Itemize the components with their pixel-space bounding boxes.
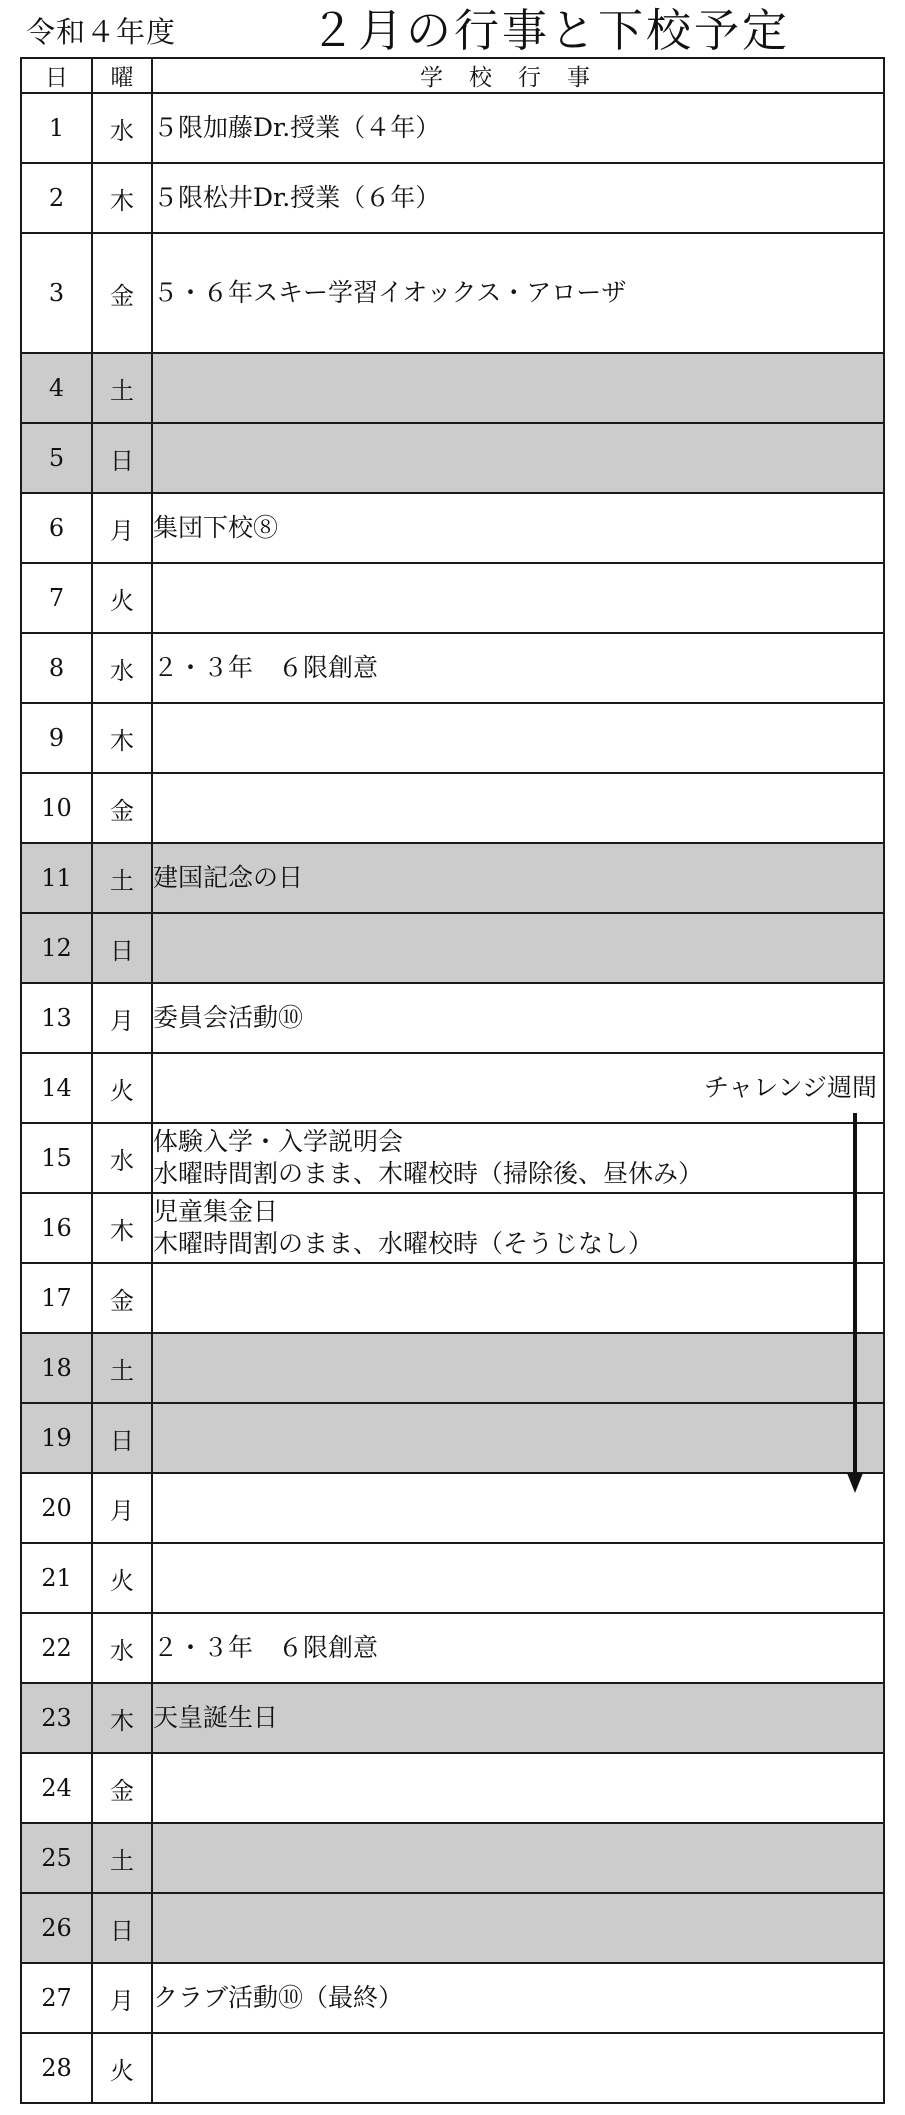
header-row [21, 58, 884, 93]
events-cell [152, 703, 884, 773]
weekday-cell: 日 [92, 423, 152, 493]
day-cell: 22 [21, 1613, 92, 1683]
day-cell: 7 [21, 563, 92, 633]
column-header-weekday: 曜 [92, 58, 152, 93]
event-text: ５限加藤Dr.授業（４年） [153, 113, 441, 142]
table-row [21, 1613, 884, 1683]
weekday-cell: 土 [92, 1333, 152, 1403]
events-cell [152, 1123, 884, 1193]
weekday-cell: 月 [92, 983, 152, 1053]
table-row [21, 703, 884, 773]
day-cell: 2 [21, 163, 92, 233]
event-text: ２・３年 ６限創意 [153, 653, 379, 682]
table-row [21, 563, 884, 633]
day-cell: 27 [21, 1963, 92, 2033]
day-cell: 28 [21, 2033, 92, 2103]
day-cell: 15 [21, 1123, 92, 1193]
event-text: 委員会活動⑩ [153, 1003, 304, 1032]
weekday-cell: 金 [92, 1263, 152, 1333]
day-cell: 5 [21, 423, 92, 493]
weekday-cell: 木 [92, 163, 152, 233]
table-row [21, 1823, 884, 1893]
event-text: 体験入学・入学説明会 [153, 1127, 404, 1156]
day-cell: 10 [21, 773, 92, 843]
table-row [21, 633, 884, 703]
weekday-cell: 火 [92, 563, 152, 633]
day-cell: 14 [21, 1053, 92, 1123]
weekday-cell: 水 [92, 1123, 152, 1193]
events-cell [152, 1403, 884, 1473]
table-row [21, 1263, 884, 1333]
table-row [21, 1753, 884, 1823]
table-row [21, 1403, 884, 1473]
day-cell: 25 [21, 1823, 92, 1893]
events-cell [152, 1053, 884, 1123]
table-row [21, 1543, 884, 1613]
events-cell [152, 1613, 884, 1683]
event-text: クラブ活動⑩（最終） [153, 1983, 404, 2012]
table-row [21, 1893, 884, 1963]
weekday-cell: 日 [92, 913, 152, 983]
day-cell: 11 [21, 843, 92, 913]
day-cell: 26 [21, 1893, 92, 1963]
events-cell [152, 1333, 884, 1403]
weekday-cell: 水 [92, 93, 152, 163]
day-cell: 21 [21, 1543, 92, 1613]
day-cell: 24 [21, 1753, 92, 1823]
events-cell [152, 563, 884, 633]
table-row [21, 913, 884, 983]
events-cell [152, 93, 884, 163]
events-cell [152, 843, 884, 913]
day-cell: 17 [21, 1263, 92, 1333]
events-cell [152, 983, 884, 1053]
day-cell: 13 [21, 983, 92, 1053]
event-text: 児童集金日 [153, 1197, 279, 1226]
fiscal-year-label: 令和４年度 [26, 15, 177, 49]
day-cell: 23 [21, 1683, 92, 1753]
weekday-cell: 金 [92, 233, 152, 353]
weekday-cell: 火 [92, 1053, 152, 1123]
day-cell: 9 [21, 703, 92, 773]
schedule-table [20, 57, 885, 2104]
weekday-cell: 火 [92, 1543, 152, 1613]
challenge-week-arrow [847, 1113, 863, 1493]
event-text: 木曜時間割のまま、水曜校時（そうじなし） [153, 1229, 654, 1258]
table-row [21, 1473, 884, 1543]
weekday-cell: 日 [92, 1893, 152, 1963]
day-cell: 4 [21, 353, 92, 423]
events-cell [152, 1193, 884, 1263]
table-row [21, 93, 884, 163]
table-row [21, 1333, 884, 1403]
table-row [21, 2033, 884, 2103]
weekday-cell: 金 [92, 1753, 152, 1823]
weekday-cell: 火 [92, 2033, 152, 2103]
table-row [21, 773, 884, 843]
day-cell: 20 [21, 1473, 92, 1543]
weekday-cell: 土 [92, 353, 152, 423]
events-cell [152, 1823, 884, 1893]
events-cell [152, 163, 884, 233]
event-text: ５・６年スキー学習イオックス・アローザ [153, 278, 627, 307]
weekday-cell: 木 [92, 703, 152, 773]
weekday-cell: 水 [92, 633, 152, 703]
events-cell [152, 233, 884, 353]
table-row [21, 1053, 884, 1123]
weekday-cell: 木 [92, 1193, 152, 1263]
table-row [21, 163, 884, 233]
weekday-cell: 月 [92, 493, 152, 563]
event-text: 建国記念の日 [153, 863, 304, 892]
challenge-week-label: チャレンジ週間 [703, 1073, 877, 1102]
event-text: ２・３年 ６限創意 [153, 1633, 379, 1662]
weekday-cell: 水 [92, 1613, 152, 1683]
day-cell: 18 [21, 1333, 92, 1403]
event-text: 水曜時間割のまま、木曜校時（掃除後、昼休み） [153, 1159, 704, 1188]
weekday-cell: 土 [92, 843, 152, 913]
day-cell: 19 [21, 1403, 92, 1473]
table-row [21, 353, 884, 423]
day-cell: 6 [21, 493, 92, 563]
weekday-cell: 日 [92, 1403, 152, 1473]
weekday-cell: 金 [92, 773, 152, 843]
table-row [21, 1963, 884, 2033]
table-row [21, 1123, 884, 1193]
table-row [21, 1193, 884, 1263]
events-cell [152, 353, 884, 423]
events-cell [152, 1963, 884, 2033]
weekday-cell: 月 [92, 1963, 152, 2033]
events-cell [152, 1683, 884, 1753]
events-cell [152, 633, 884, 703]
day-cell: 16 [21, 1193, 92, 1263]
table-row [21, 493, 884, 563]
day-cell: 8 [21, 633, 92, 703]
page-title: ２月の行事と下校予定 [310, 4, 791, 57]
table-row [21, 233, 884, 353]
weekday-cell: 土 [92, 1823, 152, 1893]
events-cell [152, 1263, 884, 1333]
table-row [21, 1683, 884, 1753]
events-cell [152, 1753, 884, 1823]
event-text: 天皇誕生日 [153, 1703, 279, 1732]
events-cell [152, 493, 884, 563]
weekday-cell: 月 [92, 1473, 152, 1543]
events-cell [152, 2033, 884, 2103]
day-cell: 12 [21, 913, 92, 983]
day-cell: 1 [21, 93, 92, 163]
event-text: 集団下校⑧ [153, 513, 279, 542]
column-header-day: 日 [21, 58, 92, 93]
table-row [21, 423, 884, 493]
event-text: ５限松井Dr.授業（６年） [153, 183, 441, 212]
column-header-events: 学校行事 [152, 58, 884, 93]
events-cell [152, 1543, 884, 1613]
table-row [21, 843, 884, 913]
events-cell [152, 1473, 884, 1543]
table-row [21, 983, 884, 1053]
day-cell: 3 [21, 233, 92, 353]
weekday-cell: 木 [92, 1683, 152, 1753]
events-cell [152, 913, 884, 983]
events-cell [152, 773, 884, 843]
schedule-body [21, 93, 884, 2103]
events-cell [152, 423, 884, 493]
events-cell [152, 1893, 884, 1963]
